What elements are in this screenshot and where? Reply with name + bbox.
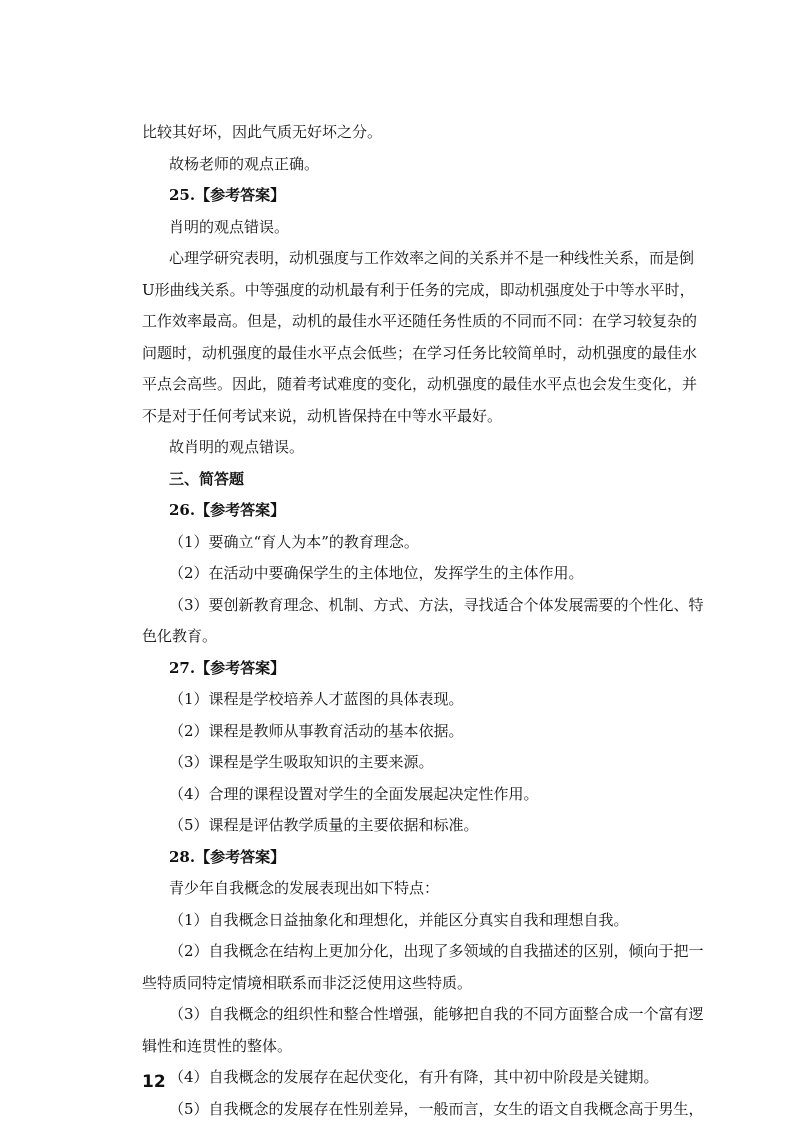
text-line: 故杨老师的观点正确。: [169, 154, 320, 173]
text-line: （2）课程是教师从事教育活动的基本依据。: [169, 721, 464, 740]
section-heading: 26.【参考答案】: [169, 501, 286, 519]
text-line: 工作效率最高。但是，动机的最佳水平还随任务性质的不同而不同：在学习较复杂的: [142, 312, 698, 330]
text-line: 比较其好坏，因此气质无好坏之分。: [142, 123, 383, 141]
text-line: （4）自我概念的发展存在起伏变化，有升有降，其中初中阶段是关键期。: [169, 1068, 659, 1086]
text-line: 色化教育。: [142, 627, 218, 645]
text-line: 不是对于任何考试来说，动机皆保持在中等水平最好。: [142, 406, 503, 425]
text-line: （2）自我概念在结构上更加分化，出现了多领域的自我描述的区别，倾向于把一: [169, 942, 704, 960]
text-line: （4）合理的课程设置对学生的全面发展起决定性作用。: [169, 784, 539, 803]
section-heading: 27.【参考答案】: [169, 658, 286, 677]
text-line: 心理学研究表明，动机强度与工作效率之间的关系并不是一种线性关系，而是倒: [169, 249, 695, 267]
text-line: （3）要创新教育理念、机制、方式、方法，寻找适合个体发展需要的个性化、特: [169, 595, 704, 614]
text-line: （5）自我概念的发展存在性别差异，一般而言，女生的语文自我概念高于男生，: [169, 1099, 704, 1118]
text-line: 辑性和连贯性的整体。: [142, 1036, 293, 1055]
text-line: 青少年自我概念的发展表现出如下特点：: [169, 879, 440, 897]
section-heading: 三、简答题: [169, 469, 245, 488]
text-line: U形曲线关系。中等强度的动机最有利于任务的完成，即动机强度处于中等水平时，: [142, 280, 695, 299]
text-body: [142, 117, 722, 1125]
text-line: 些特质同特定情境相联系而非泛泛使用这些特质。: [142, 973, 473, 992]
text-line: （1）课程是学校培养人才蓝图的具体表现。: [169, 690, 464, 708]
text-line: 故肖明的观点错误。: [169, 438, 305, 456]
text-line: 问题时，动机强度的最佳水平点会低些；在学习任务比较简单时，动机强度的最佳水: [142, 343, 698, 362]
section-heading: 25.【参考答案】: [169, 186, 286, 204]
text-line: （1）自我概念日益抽象化和理想化，并能区分真实自我和理想自我。: [169, 910, 629, 929]
text-line: （2）在活动中要确保学生的主体地位，发挥学生的主体作用。: [169, 564, 584, 582]
page-number: 12: [142, 1072, 166, 1092]
text-line: 肖明的观点错误。: [169, 217, 290, 236]
section-heading: 28.【参考答案】: [169, 847, 286, 866]
text-line: （3）自我概念的组织性和整合性增强，能够把自我的不同方面整合成一个富有逻: [169, 1005, 704, 1023]
text-line: （3）课程是学生吸取知识的主要来源。: [169, 753, 434, 771]
text-line: （5）课程是评估教学质量的主要依据和标准。: [169, 816, 479, 834]
text-line: 平点会高些。因此，随着考试难度的变化，动机强度的最佳水平点也会发生变化，并: [142, 375, 698, 393]
text-line: （1）要确立“育人为本”的教育理念。: [169, 532, 419, 551]
